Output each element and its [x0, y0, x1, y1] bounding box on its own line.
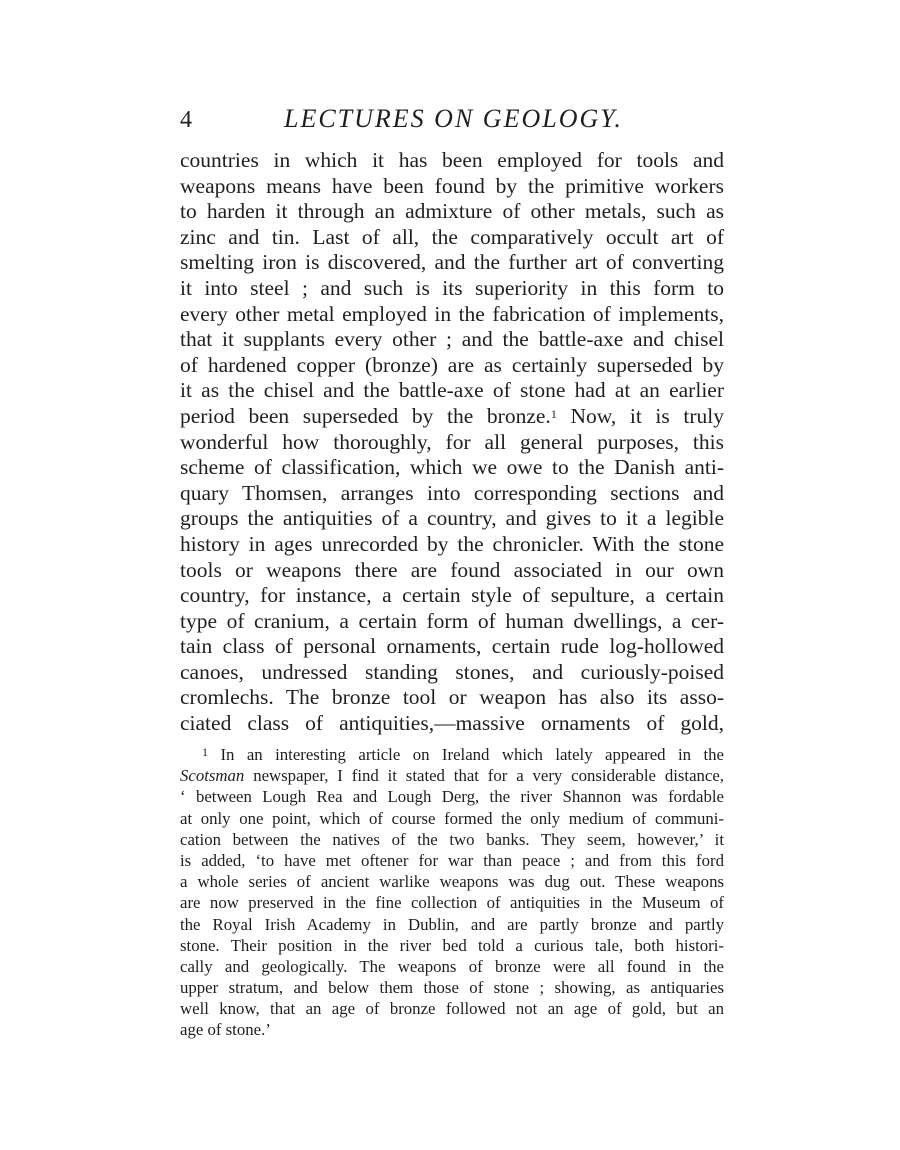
body-line: quary Thomsen, arranges into corresponding sections and	[180, 480, 724, 505]
body-line: groups the antiquities of a country, and gives to it a legible	[180, 506, 724, 531]
body-line: wonderful how thoroughly, for all general purposes, this	[180, 429, 724, 454]
body-line: scheme of classification, which we owe to the Danish anti-	[180, 455, 724, 480]
body-line: history in ages unrecorded by the chronicler. With the stone	[180, 531, 724, 556]
body-line: canoes, undressed standing stones, and curiously-poised	[180, 659, 724, 684]
footnote-line: cation between the natives of the two banks. They seem, however,’ it	[180, 829, 724, 849]
footnote-line: ‘ between Lough Rea and Lough Derg, the river Shannon was fordable	[180, 787, 724, 807]
newspaper-title: Scotsman	[180, 766, 245, 786]
body-line-with-footnote-ref	[180, 404, 724, 430]
body-line: it as the chisel and the battle-axe of stone had at an earlier	[180, 378, 724, 403]
footnote-line-text: newspaper, I find it stated that for a very considerable distance,	[253, 766, 724, 786]
body-line: weapons means have been found by the primitive workers	[180, 173, 724, 198]
body-line-tail: Now, it is truly	[570, 403, 725, 428]
footnote-line: the Royal Irish Academy in Dublin, and are partly bronze and partly	[180, 914, 724, 934]
body-line: type of cranium, a certain form of human dwellings, a cer-	[180, 608, 724, 633]
body-line: countries in which it has been employed for tools and	[180, 148, 724, 172]
footnote-line: well know, that an age of bronze followed not an age of gold, but an	[180, 999, 724, 1019]
body-line: that it supplants every other ; and the battle-axe and chisel	[180, 327, 724, 352]
body-line: every other metal employed in the fabrication of implements,	[180, 301, 724, 326]
footnote-line: are now preserved in the fine collection of antiquities in the Museum of	[180, 893, 724, 913]
body-text	[180, 148, 724, 737]
footnote-line: age of stone.’	[180, 1020, 271, 1040]
running-title: LECTURES ON GEOLOGY.	[284, 104, 623, 133]
body-line: ciated class of antiquities,—massive ornaments of gold,	[180, 711, 724, 736]
body-line: it into steel ; and such is its superiority in this form to	[180, 275, 724, 300]
footnote-line: at only one point, which of course formed the only medium of communi-	[180, 808, 724, 828]
running-head	[180, 104, 722, 136]
footnote-line: a whole series of ancient warlike weapons was dug out. These weapons	[180, 872, 724, 892]
footnote-line-text: In an interesting article on Ireland which lately appeared in the	[220, 745, 724, 764]
body-line: tain class of personal ornaments, certain rude log-hollowed	[180, 634, 724, 659]
body-line: smelting iron is discovered, and the further art of converting	[180, 250, 724, 275]
footnote-line: stone. Their position in the river bed told a curious tale, both histori-	[180, 935, 724, 955]
footnote-marker: 1	[202, 745, 208, 759]
body-line: zinc and tin. Last of all, the comparatively occult art of	[180, 224, 724, 249]
page-number: 4	[180, 107, 192, 133]
footnote-line	[180, 765, 724, 786]
footnote-line: cally and geologically. The weapons of bronze were all found in the	[180, 956, 724, 976]
footnote-reference: 1	[550, 406, 557, 421]
body-line: country, for instance, a certain style of sepulture, a certain	[180, 583, 724, 608]
body-line: tools or weapons there are found associated in our own	[180, 557, 724, 582]
body-line: of hardened copper (bronze) are as certainly superseded by	[180, 352, 724, 377]
body-line: cromlechs. The bronze tool or weapon has also its asso-	[180, 685, 724, 710]
body-line: to harden it through an admixture of other metals, such as	[180, 199, 724, 224]
body-line-head: period been superseded by the bronze.	[180, 403, 551, 428]
footnote	[180, 744, 724, 1041]
footnote-line	[180, 744, 724, 765]
footnote-line: is added, ‘to have met oftener for war than peace ; and from this ford	[180, 850, 724, 870]
footnote-line: upper stratum, and below them those of stone ; showing, as antiquaries	[180, 978, 724, 998]
